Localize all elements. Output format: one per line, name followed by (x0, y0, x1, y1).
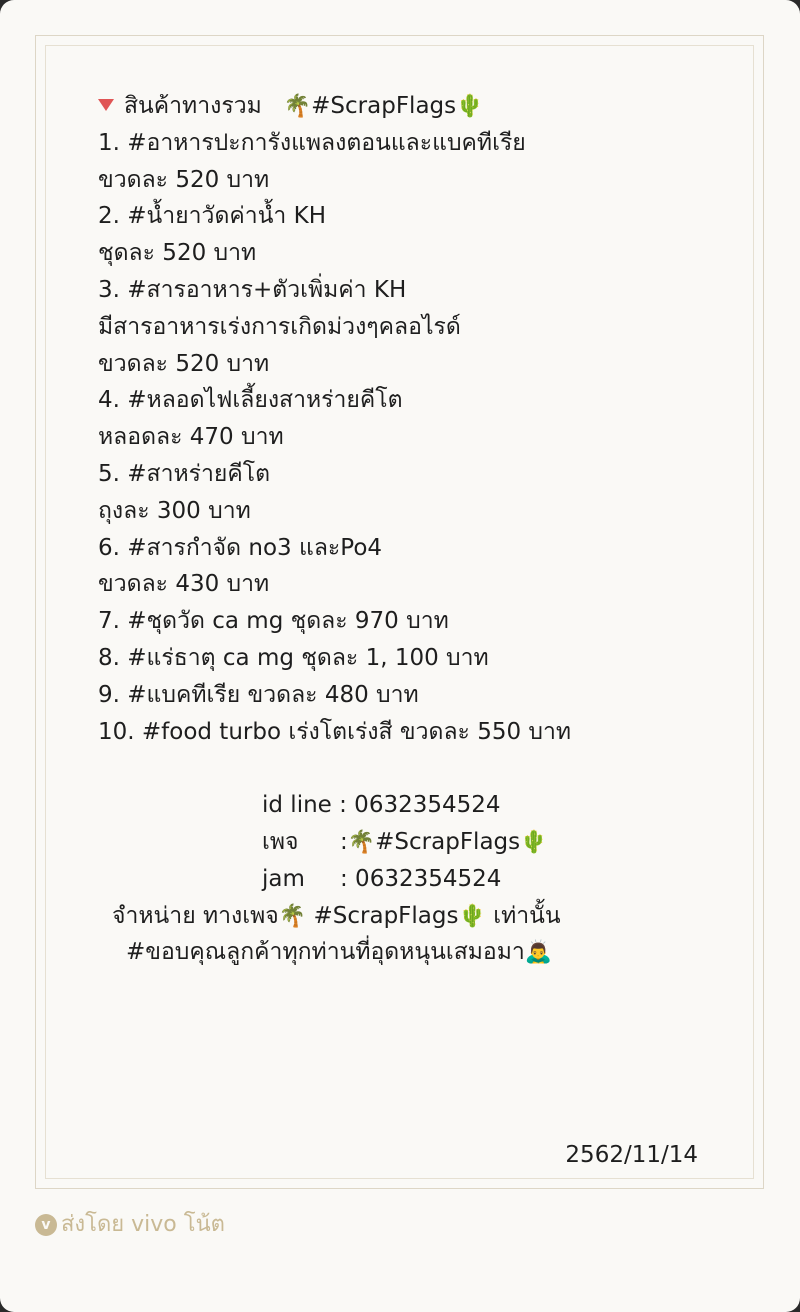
sales-tag: #ScrapFlags (306, 902, 459, 929)
note-header (98, 88, 718, 125)
note-line: มีสารอาหารเร่งการเกิดม่วงๆคลอไรด์ (98, 313, 461, 340)
jam-value: : 0632354524 (340, 865, 502, 892)
note-line: 4. #หลอดไฟเลี้ยงสาหร่ายคีโต (98, 387, 403, 414)
note-line: 10. #food turbo เร่งโตเร่งสี ขวดละ 550 บาท (98, 718, 572, 745)
note-line: 5. #สาหร่ายคีโต (98, 460, 271, 487)
line-id-label: id line : (262, 792, 347, 819)
note-line: 6. #สารกำจัด no3 และPo4 (98, 534, 383, 561)
note-line: ขวดละ 430 บาท (98, 571, 270, 598)
contact-jam (98, 861, 718, 898)
page-tag: #ScrapFlags (375, 828, 521, 855)
red-triangle-icon (98, 99, 114, 111)
note-line: 9. #แบคทีเรีย ขวดละ 480 บาท (98, 681, 419, 708)
note-line: ขวดละ 520 บาท (98, 350, 270, 377)
palm-tree-icon: 🌴 (347, 829, 376, 855)
page-sep: : (340, 828, 348, 855)
cactus-icon: 🌵 (458, 903, 486, 929)
note-line: 7. #ชุดวัด ca mg ชุดละ 970 บาท (98, 608, 449, 635)
bowing-man-icon: 🙇‍♂️ (524, 940, 553, 966)
note-body[interactable] (98, 88, 718, 971)
page-label: เพจ (262, 828, 299, 855)
note-line: ถุงละ 300 บาท (98, 497, 251, 524)
vivo-logo-icon: v (35, 1214, 57, 1236)
note-line: 3. #สารอาหาร+ตัวเพิ่มค่า KH (98, 276, 407, 303)
note-line: หลอดละ 470 บาท (98, 424, 284, 451)
thanks-text: #ขอบคุณลูกค้าทุกท่านที่อุดหนุนเสมอมา (126, 939, 525, 966)
header-prefix: สินค้าทางรวม (124, 93, 262, 119)
sales-line (98, 898, 718, 935)
jam-label: jam (262, 865, 305, 892)
contact-page (98, 824, 718, 861)
note-line: 8. #แร่ธาตุ ca mg ชุดละ 1, 100 บาท (98, 644, 489, 671)
note-date: 2562/11/14 (565, 1142, 698, 1168)
footer-signature (35, 1206, 225, 1241)
header-tag: #ScrapFlags (311, 93, 457, 119)
note-line: ชุดละ 520 บาท (98, 240, 257, 267)
note-line: 2. #น้ำยาวัดค่าน้ำ KH (98, 203, 327, 230)
footer-text: ส่งโดย vivo โน้ต (61, 1212, 225, 1237)
sales-prefix: จำหน่าย ทางเพจ (112, 902, 279, 929)
sales-suffix: เท่านั้น (485, 902, 561, 929)
palm-tree-icon: 🌴 (278, 903, 307, 929)
blank-line (98, 750, 718, 787)
note-line: 1. #อาหารปะการังแพลงตอนและแบคทีเรีย (98, 129, 526, 156)
note-line: ขวดละ 520 บาท (98, 166, 270, 193)
palm-tree-icon: 🌴 (283, 94, 312, 119)
cactus-icon: 🌵 (520, 829, 548, 855)
contact-line-id (98, 787, 718, 824)
thanks-line (98, 934, 718, 971)
cactus-icon: 🌵 (456, 94, 484, 119)
line-id-value: 0632354524 (346, 792, 501, 819)
